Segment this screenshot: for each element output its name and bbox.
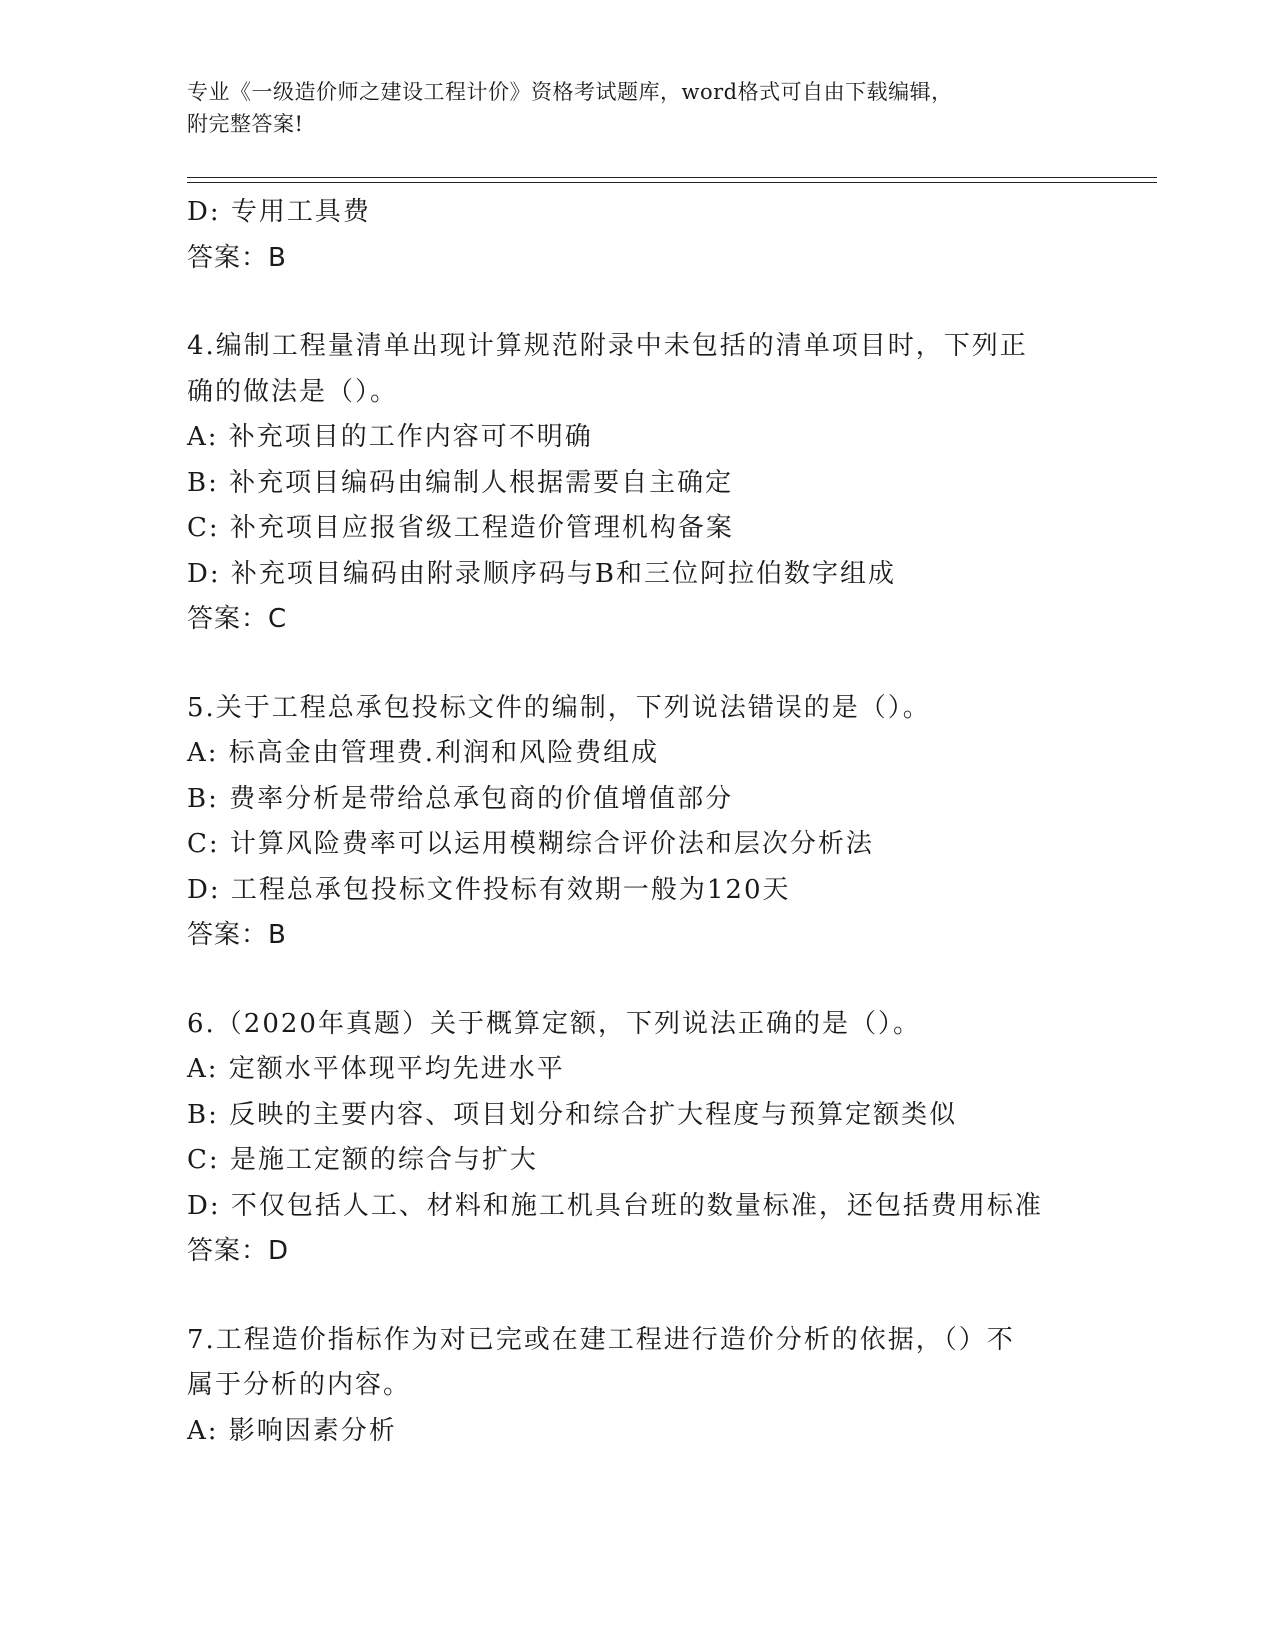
q4-option-a: A: 补充项目的工作内容可不明确: [187, 422, 593, 452]
q3-answer: 答案：B: [187, 242, 287, 273]
q4-option-d: D: 补充项目编码由附录顺序码与B和三位阿拉伯数字组成: [187, 558, 896, 589]
q6-stem-line-1: 6.（2020年真题）关于概算定额，下列说法正确的是（）。: [187, 1008, 921, 1039]
question-list: [187, 190, 1087, 1454]
question-4: [187, 324, 1087, 643]
q3-option-d: D: 专用工具费: [187, 197, 371, 227]
q5-option-b: B: 费率分析是带给总承包商的价值增值部分: [187, 783, 734, 814]
question-5: [187, 686, 1087, 959]
q7-option-a: A: 影响因素分析: [187, 1415, 397, 1446]
question-3-tail: [187, 190, 1087, 281]
q6-answer: 答案：D: [187, 1236, 290, 1266]
q4-stem-line-2: 确的做法是（）。: [187, 376, 399, 407]
q5-option-d: D: 工程总承包投标文件投标有效期一般为120天: [187, 874, 791, 905]
q7-stem-line-2: 属于分析的内容。: [187, 1370, 412, 1400]
q6-option-a: A: 定额水平体现平均先进水平: [187, 1054, 565, 1084]
q6-option-d: D: 不仅包括人工、材料和施工机具台班的数量标准，还包括费用标准: [187, 1190, 1043, 1221]
q5-stem-line-1: 5.关于工程总承包投标文件的编制，下列说法错误的是（）。: [187, 692, 931, 723]
header-line-1: 专业《一级造价师之建设工程计价》资格考试题库，word格式可自由下载编辑，: [187, 80, 953, 104]
q5-answer: 答案：B: [187, 920, 287, 950]
q6-option-b: B: 反映的主要内容、项目划分和综合扩大程度与预算定额类似: [187, 1099, 958, 1130]
q4-stem-line-1: 4.编制工程量清单出现计算规范附录中未包括的清单项目时，下列正: [187, 331, 1028, 361]
q4-answer: 答案：C: [187, 604, 288, 634]
question-6: [187, 1002, 1087, 1275]
page-header: [187, 76, 1087, 140]
q5-option-c: C: 计算风险费率可以运用模糊综合评价法和层次分析法: [187, 829, 874, 859]
question-7: [187, 1318, 1087, 1455]
q6-option-c: C: 是施工定额的综合与扩大: [187, 1145, 538, 1175]
q4-option-c: C: 补充项目应报省级工程造价管理机构备案: [187, 513, 734, 543]
q7-stem-line-1: 7.工程造价指标作为对已完或在建工程进行造价分析的依据，（）不: [187, 1324, 1015, 1355]
q4-option-b: B: 补充项目编码由编制人根据需要自主确定: [187, 467, 734, 498]
header-divider-top: [187, 177, 1157, 178]
header-divider-bottom: [187, 182, 1157, 183]
q5-option-a: A: 标高金由管理费.利润和风险费组成: [187, 738, 660, 768]
header-line-2: 附完整答案!: [187, 112, 304, 136]
